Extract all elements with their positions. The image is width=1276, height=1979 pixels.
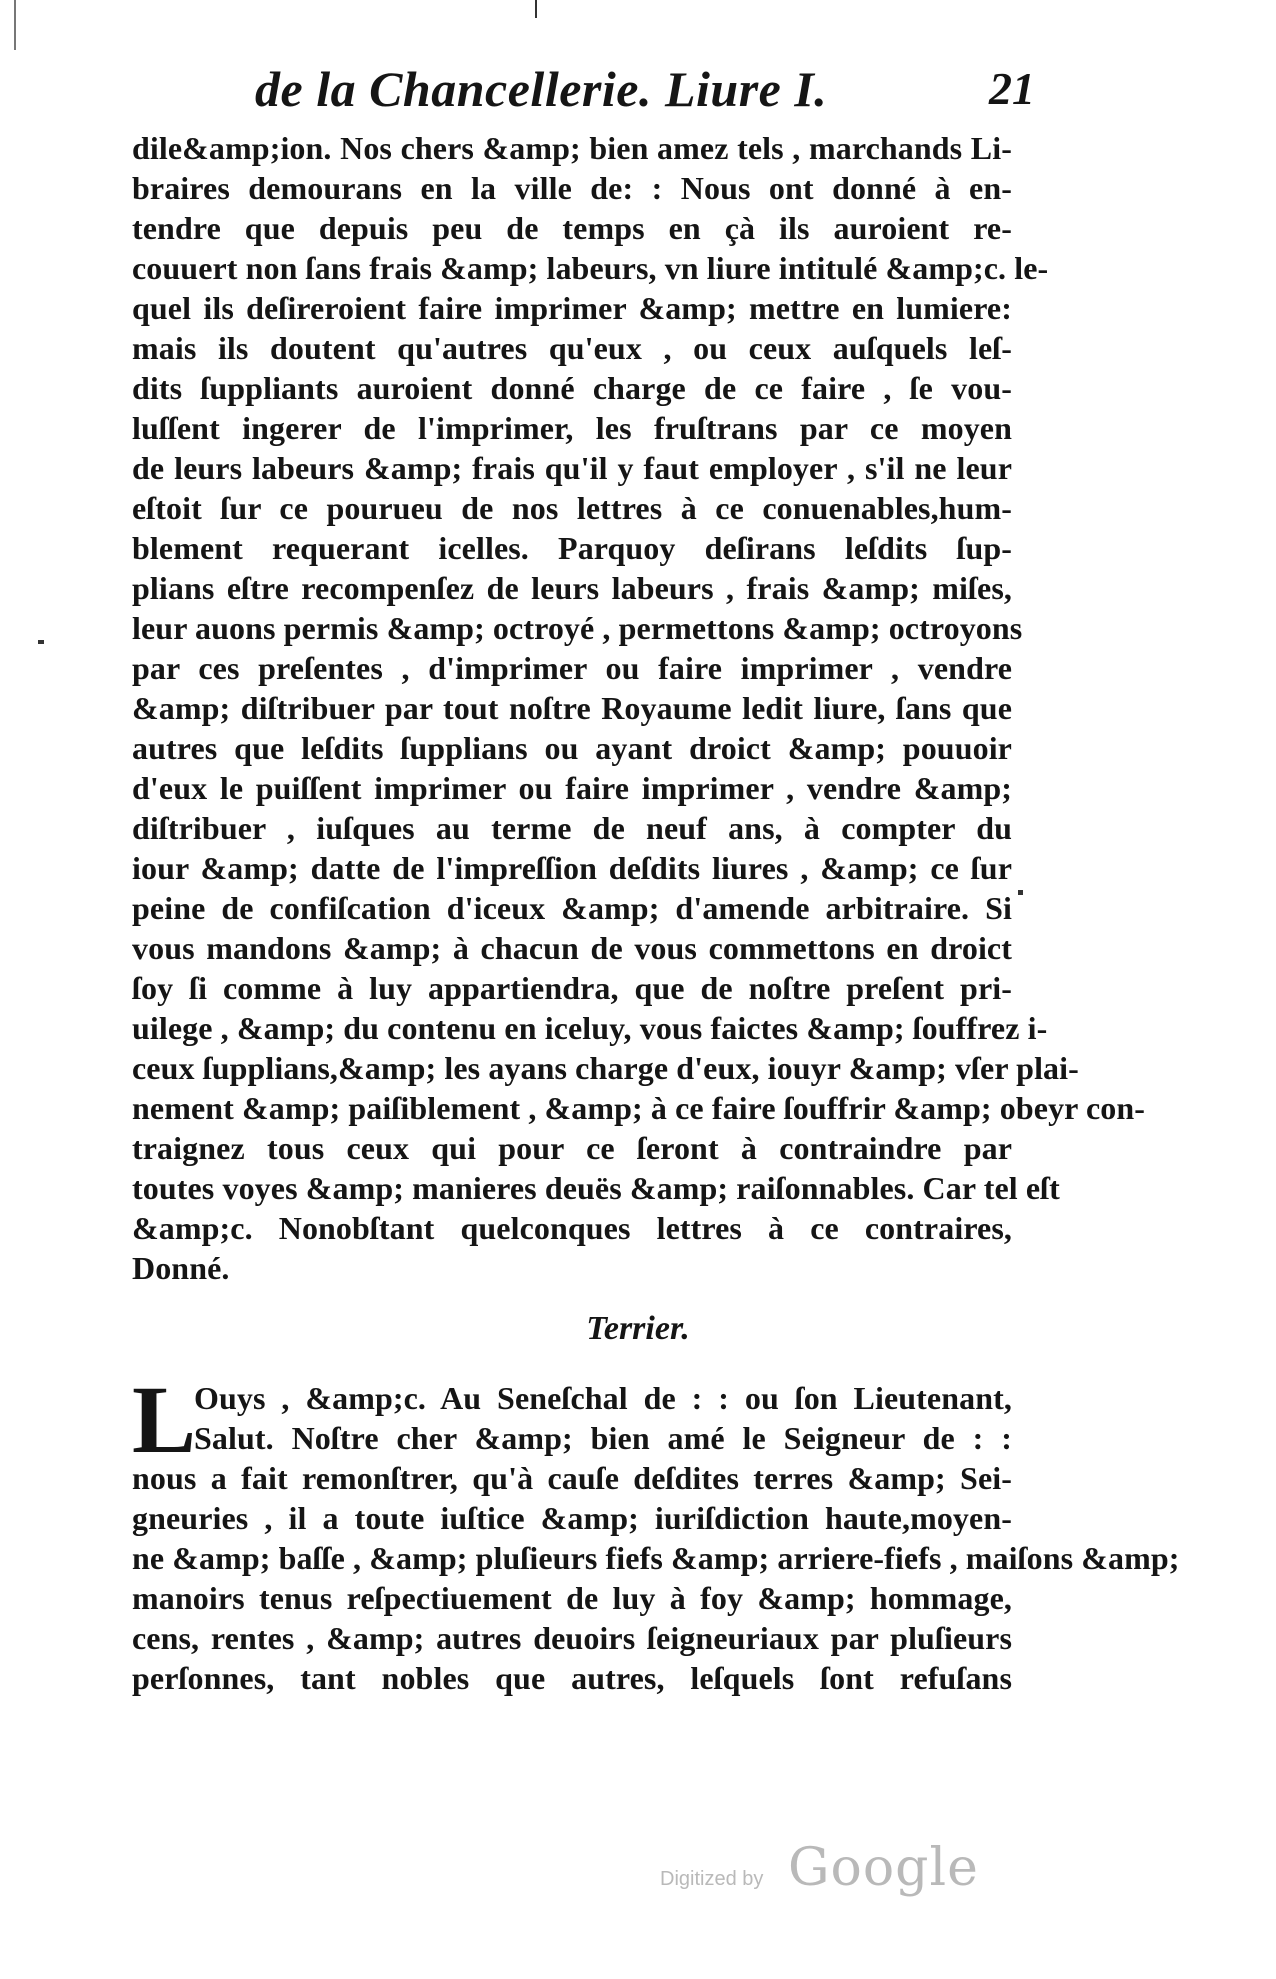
text-line: blement requerant icelles. Parquoy deſirans leſdits ſup- [132, 530, 1012, 566]
text-line: nement &amp; paiſiblement , &amp; à ce faire ſouffrir &amp; obeyr con- [132, 1090, 1146, 1126]
privilege-text [132, 128, 1146, 1288]
text-line: iour &amp; datte de l'impreſſion deſdits liures , &amp; ce ſur [132, 850, 1012, 886]
text-line: quel ils deſireroient faire imprimer &amp; mettre en lumiere: [132, 290, 1012, 326]
text-line: peine de confiſcation d'iceux &amp; d'amende arbitraire. Si [132, 890, 1012, 926]
text-line: eſtoit ſur ce pourueu de nos lettres à ce conuenables,hum- [132, 490, 1012, 526]
running-title: de la Chancellerie. Liure I. [255, 61, 828, 117]
text-line: de leurs labeurs &amp; frais qu'il y faut employer , s'il ne leur [132, 450, 1012, 486]
text-line: luſſent ingerer de l'imprimer, les fruſtrans par ce moyen [132, 410, 1012, 446]
text-line: couuert non ſans frais &amp; labeurs, vn liure intitulé &amp;c. le- [132, 250, 1049, 286]
text-line: uilege , &amp; du contenu en iceluy, vous faictes &amp; ſouffrez i- [132, 1010, 1048, 1046]
section-heading: Terrier. [586, 1310, 690, 1347]
page-number: 21 [989, 63, 1035, 114]
text-line: dile&amp;ion. Nos chers &amp; bien amez tels , marchands Li- [132, 130, 1012, 166]
text-line: mais ils doutent qu'autres qu'eux , ou ceux auſquels leſ- [132, 330, 1012, 366]
text-line: traignez tous ceux qui pour ce ſeront à contraindre par [132, 1130, 1012, 1166]
text-line: braires demourans en la ville de: : Nous ont donné à en- [132, 170, 1012, 206]
text-line: ne &amp; baſſe , &amp; pluſieurs fiefs &amp; arriere-fiefs , maiſons &amp; [132, 1540, 1180, 1576]
text-line: toutes voyes &amp; manieres deuës &amp; raiſonnables. Car tel eſt [132, 1170, 1060, 1206]
text-line: Ouys , &amp;c. Au Seneſchal de : : ou ſon Lieutenant, [194, 1380, 1012, 1416]
text-line: d'eux le puiſſent imprimer ou faire imprimer , vendre &amp; [132, 770, 1012, 806]
text-line: Salut. Noſtre cher &amp; bien amé le Seigneur de : : [194, 1420, 1012, 1456]
text-line: cens, rentes , &amp; autres deuoirs ſeigneuriaux par pluſieurs [132, 1620, 1012, 1656]
dropcap-initial: L [132, 1366, 197, 1473]
text-line: Donné. [132, 1250, 230, 1286]
text-line: &amp; diſtribuer par tout noſtre Royaume ledit liure, ſans que [132, 690, 1012, 726]
text-line: leur auons permis &amp; octroyé , permettons &amp; octroyons [132, 610, 1023, 646]
text-line: gneuries , il a toute iuſtice &amp; iuriſdiction haute,moyen- [132, 1500, 1012, 1536]
text-line: tendre que depuis peu de temps en çà ils auroient re- [132, 210, 1012, 246]
scan-mark-left [14, 0, 16, 50]
text-line: manoirs tenus reſpectiuement de luy à foy &amp; hommage, [132, 1580, 1012, 1616]
text-line: dits ſuppliants auroient donné charge de ce faire , ſe vou- [132, 370, 1012, 406]
google-logo: Google [788, 1838, 979, 1898]
dropcap-block [132, 1366, 1012, 1473]
text-line: nous a fait remonſtrer, qu'à cauſe deſdites terres &amp; Sei- [132, 1460, 1012, 1496]
scan-mark-left-mid [38, 640, 44, 644]
scan-mark-top [535, 0, 537, 18]
text-line: par ces preſentes , d'imprimer ou faire imprimer , vendre [132, 650, 1012, 686]
scan-mark-right-mid [1018, 890, 1023, 895]
text-line: perſonnes, tant nobles que autres, leſquels ſont refuſans [132, 1660, 1012, 1696]
text-line: autres que leſdits ſupplians ou ayant droict &amp; pouuoir [132, 730, 1012, 766]
text-line: &amp;c. Nonobſtant quelconques lettres à ce contraires, [132, 1210, 1012, 1246]
running-head [255, 60, 1035, 130]
text-line: diſtribuer , iuſques au terme de neuf ans, à compter du [132, 810, 1012, 846]
text-line: ſoy ſi comme à luy appartiendra, que de noſtre preſent pri- [132, 970, 1012, 1006]
text-line: plians eſtre recompenſez de leurs labeurs , frais &amp; miſes, [132, 570, 1012, 606]
terrier-text [132, 1366, 1180, 1698]
digitization-watermark [660, 1838, 990, 1908]
text-line: vous mandons &amp; à chacun de vous commettons en droict [132, 930, 1012, 966]
watermark-prefix: Digitized by [660, 1868, 764, 1890]
text-line: ceux ſupplians,&amp; les ayans charge d'eux, iouyr &amp; vſer plai- [132, 1050, 1079, 1086]
